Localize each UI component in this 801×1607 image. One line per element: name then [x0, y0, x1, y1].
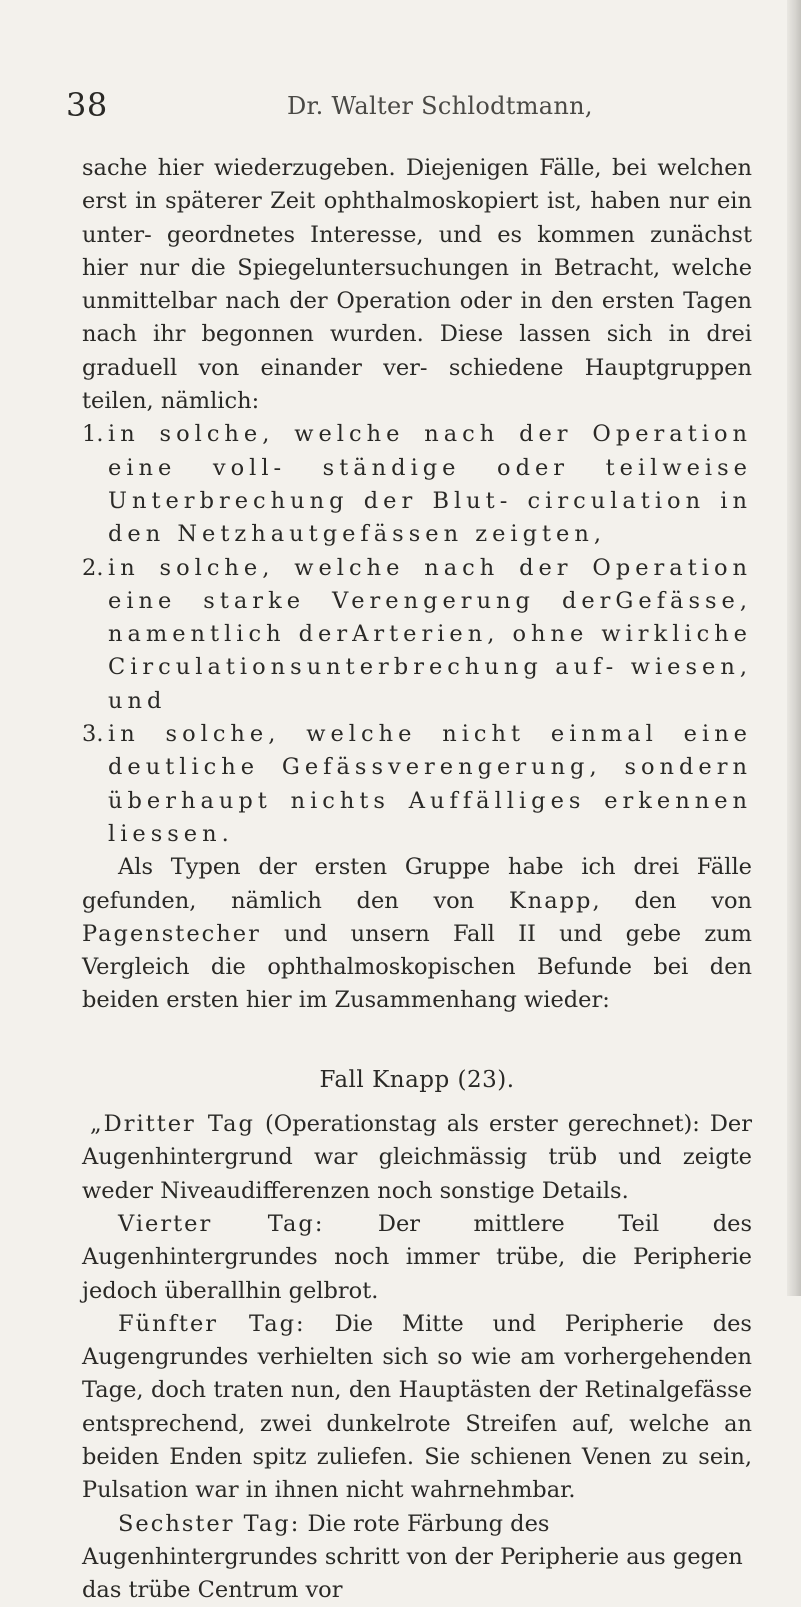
text-line: in solche, welche nach der Operation eine voll-	[108, 421, 752, 481]
text-line: Niveaudifferenzen noch sonstige Details.	[160, 1177, 629, 1204]
list-number: 2.	[82, 554, 104, 581]
list-item-text	[108, 418, 752, 551]
text-line: Spiegeluntersuchungen in Betracht, welche unmittelbar nach	[82, 254, 753, 315]
section-heading: Fall Knapp (23).	[319, 1066, 515, 1093]
text-line: noch immer trübe, die Peripherie jedoch überallhin gelbrot.	[82, 1244, 752, 1304]
paragraph-1	[82, 152, 752, 418]
text-line: Verengerung derGefässe, namentlich derArterien,	[108, 587, 753, 648]
text-line: und unsern	[284, 920, 430, 947]
body-text	[82, 152, 752, 1607]
text-line: circulation in den Netzhautgefässen zeigten,	[108, 487, 752, 548]
text-line: wiesen, und	[108, 654, 752, 714]
text-line: dunkelrote Streifen auf, welche an beiden Enden spitz zuliefen.	[82, 1410, 752, 1470]
text-line: Auffälliges erkennen liessen.	[108, 787, 753, 847]
text-line: bei den beiden ersten hier im Zusammenhang wieder:	[82, 954, 753, 1014]
text-line: ständige oder teilweise Unterbrechung der Blut-	[108, 454, 752, 514]
text-line: schritt von der Peripherie aus gegen das trübe Centrum vor	[82, 1543, 743, 1604]
author-name-pagenstecher: Pagenstecher	[82, 920, 261, 947]
quote-paragraph-day3	[82, 1108, 752, 1208]
list-item-text	[108, 552, 752, 718]
day-label: Vierter Tag:	[118, 1210, 325, 1237]
list-item	[82, 718, 752, 851]
list-number: 1.	[82, 421, 104, 448]
text-line: Augenhintergrund war gleichmässig trüb und zeigte weder	[82, 1144, 752, 1204]
quote-paragraph-day5	[82, 1308, 752, 1508]
text-line: (Operationstag als erster gerechnet): Der	[264, 1111, 752, 1138]
paragraph-2	[82, 851, 752, 1017]
text-line: Fall II und gebe zum Vergleich die ophthalmoskopischen Befunde	[82, 920, 752, 981]
text-line: der Operation oder in den ersten Tagen nach ihr begonnen	[82, 288, 753, 348]
text-line: Die rote Färbung des Augenhintergrundes	[82, 1510, 550, 1570]
text-line: wahrnehmbar.	[410, 1477, 576, 1504]
page-number: 38	[66, 86, 108, 124]
text-line: in späterer Zeit ophthalmoskopiert ist, haben nur ein unter-	[82, 188, 752, 248]
list-item	[82, 418, 752, 551]
page-header	[0, 86, 801, 126]
text-line: Gefässverengerung, sondern überhaupt nichts	[108, 754, 752, 814]
text-line: Der mittlere Teil des Augenhintergrundes	[82, 1210, 752, 1271]
quote-paragraph-day4	[82, 1208, 752, 1308]
text-line: sache hier wiederzugeben. Diejenigen Fälle, bei welchen erst	[82, 155, 752, 215]
text-line: nun, den Hauptästen der Retinalgefässe entsprechend, zwei	[82, 1377, 753, 1437]
text-line: nämlich den von	[231, 887, 475, 914]
text-line: geordnetes Interesse, und es kommen zunächst hier nur die	[82, 221, 752, 281]
text-line: verhielten sich so wie am vorhergehenden Tage, doch traten	[82, 1344, 752, 1404]
list-item-text	[108, 718, 752, 851]
day-label: Fünfter Tag:	[118, 1310, 306, 1337]
text-line: wurden. Diese lassen sich in drei graduell von einander ver-	[82, 321, 753, 381]
day-label: „Dritter Tag	[90, 1111, 255, 1138]
day-label: Sechster Tag:	[118, 1510, 301, 1537]
text-line: in solche, welche nicht einmal eine deutliche	[108, 721, 752, 781]
text-line: , den von	[592, 887, 752, 914]
text-line: ohne wirkliche Circulationsunterbrechung auf-	[108, 621, 752, 681]
list-item	[82, 552, 752, 718]
author-name-knapp: Knapp	[508, 887, 593, 914]
quote-paragraph-day6	[82, 1508, 752, 1607]
text-line: Sie schienen Venen zu sein, Pulsation war in ihnen nicht	[82, 1443, 753, 1504]
list-number: 3.	[82, 721, 104, 748]
text-line: Als Typen der ersten Gruppe habe ich drei Fälle gefunden,	[82, 854, 752, 914]
text-line: schiedene Hauptgruppen teilen, nämlich:	[82, 354, 752, 415]
text-line: in solche, welche nach der Operation eine starke	[108, 554, 752, 614]
text-line: Die Mitte und Peripherie des Augengrundes	[82, 1310, 752, 1371]
running-head: Dr. Walter Schlodtmann,	[287, 92, 593, 120]
page-edge-shadow	[787, 0, 801, 1296]
